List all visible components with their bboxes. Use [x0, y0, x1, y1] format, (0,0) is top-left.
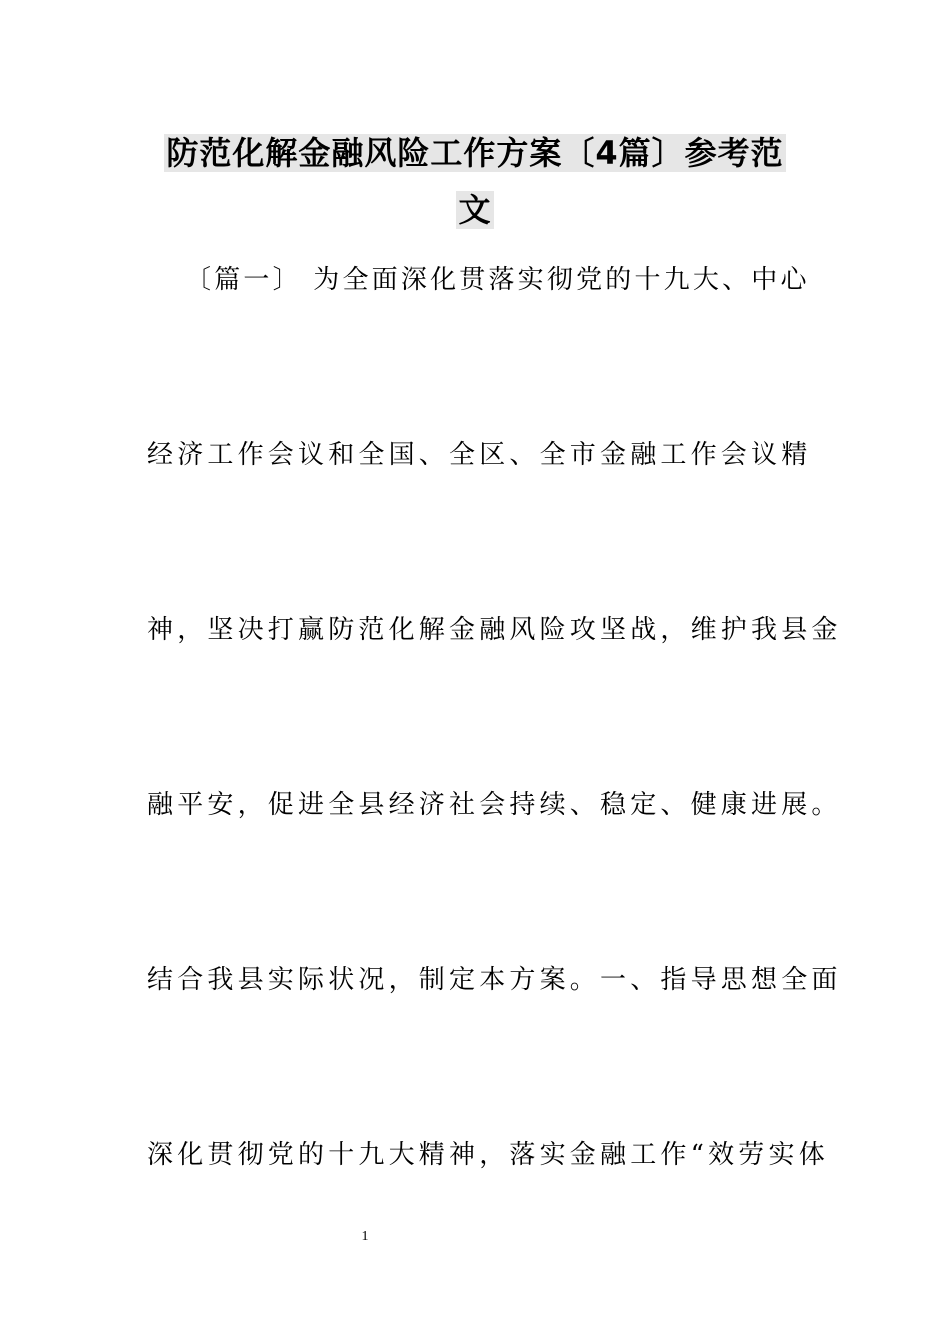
document-title-text-1: 防范化解金融风险工作方案〔4篇〕参考范	[166, 134, 784, 172]
body-line-1: 〔篇一〕 为全面深化贯落实彻党的十九大、中心	[185, 265, 810, 295]
document-title-line-1	[0, 133, 950, 173]
body-line-5: 结合我县实际状况，制定本方案。一、指导思想全面	[147, 965, 842, 995]
page-number: 1	[361, 1229, 369, 1244]
document-title-text-2: 文	[458, 191, 492, 229]
body-line-2: 经济工作会议和全国、全区、全市金融工作会议精	[147, 440, 812, 470]
body-line-6: 深化贯彻党的十九大精神，落实金融工作“效劳实体	[147, 1140, 829, 1170]
body-line-3: 神，坚决打赢防范化解金融风险攻坚战，维护我县金	[147, 615, 842, 645]
body-line-4: 融平安，促进全县经济社会持续、稳定、健康进展。	[147, 790, 842, 820]
document-title-line-2	[0, 190, 950, 230]
